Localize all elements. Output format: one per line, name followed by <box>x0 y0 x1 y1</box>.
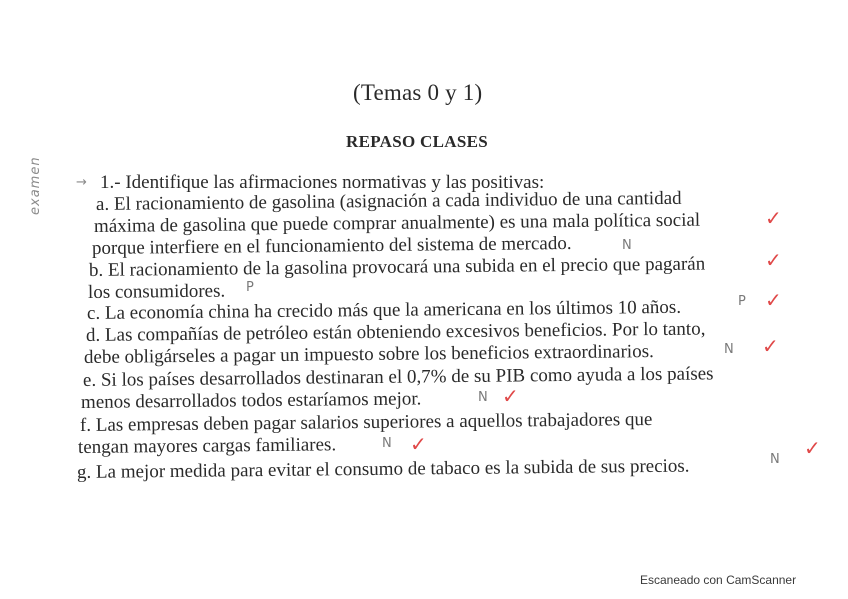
statement-e-check-icon: ✓ <box>502 384 519 408</box>
statement-a-line-3: porque interfiere en el funcionamiento del sistema de mercado. <box>91 232 572 259</box>
scanner-watermark: Escaneado con CamScanner <box>640 573 797 587</box>
statement-a-line-1: a. El racionamiento de gasolina (asignación a cada individuo de una cantidad <box>95 187 682 215</box>
question-heading: 1.- Identifique las afirmaciones normativas y las positivas: <box>100 172 545 193</box>
document-title: (Temas 0 y 1) <box>353 80 483 105</box>
statement-f-line-2: tengan mayores cargas familiares. <box>77 434 337 458</box>
statement-b-check-icon: ✓ <box>765 248 782 272</box>
statement-f-line-1: f. Las empresas deben pagar salarios superiores a aquellos trabajadores que <box>79 409 653 436</box>
statement-d-check-icon: ✓ <box>762 334 779 358</box>
statement-f-annotation: N <box>382 436 392 451</box>
statement-d-line-2: debe obligárseles a pagar un impuesto sobre los beneficios extraordinarios. <box>83 341 654 368</box>
document-subtitle: REPASO CLASES <box>346 132 488 151</box>
statement-d-annotation: N <box>724 342 734 357</box>
pencil-arrow-icon: → <box>76 175 87 190</box>
statement-g-line-1: g. La mejor medida para evitar el consumo de tabaco es la subida de sus precios. <box>76 455 690 483</box>
statement-a-annotation: N <box>622 238 632 253</box>
statement-g-annotation: N <box>770 452 780 467</box>
statement-f-check-icon: ✓ <box>410 432 427 456</box>
margin-handwritten-note: examen <box>28 156 43 215</box>
statement-b-line-2: los consumidores. <box>87 280 226 303</box>
statement-b-annotation: P <box>246 280 254 295</box>
statement-e-line-1: e. Si los países desarrollados destinaran el 0,7% de su PIB como ayuda a los países <box>82 363 714 391</box>
statement-b-line-1: b. El racionamiento de la gasolina provocará una subida en el precio que pagarán <box>88 253 706 281</box>
statement-g-check-icon: ✓ <box>804 436 821 460</box>
statement-c-line-1: c. La economía china ha crecido más que la americana en los últimos 10 años. <box>86 296 682 324</box>
statement-a-check-icon: ✓ <box>765 206 782 230</box>
statement-e-annotation: N <box>478 390 488 405</box>
statement-e-line-2: menos desarrollados todos estaríamos mejor. <box>80 388 422 413</box>
statement-c-check-icon: ✓ <box>765 288 782 312</box>
statement-a-line-2: máxima de gasolina que puede comprar anualmente) es una mala política social <box>93 209 701 237</box>
statement-c-annotation: P <box>738 294 746 309</box>
statement-d-line-1: d. Las compañías de petróleo están obteniendo excesivos beneficios. Por lo tanto, <box>85 318 706 346</box>
